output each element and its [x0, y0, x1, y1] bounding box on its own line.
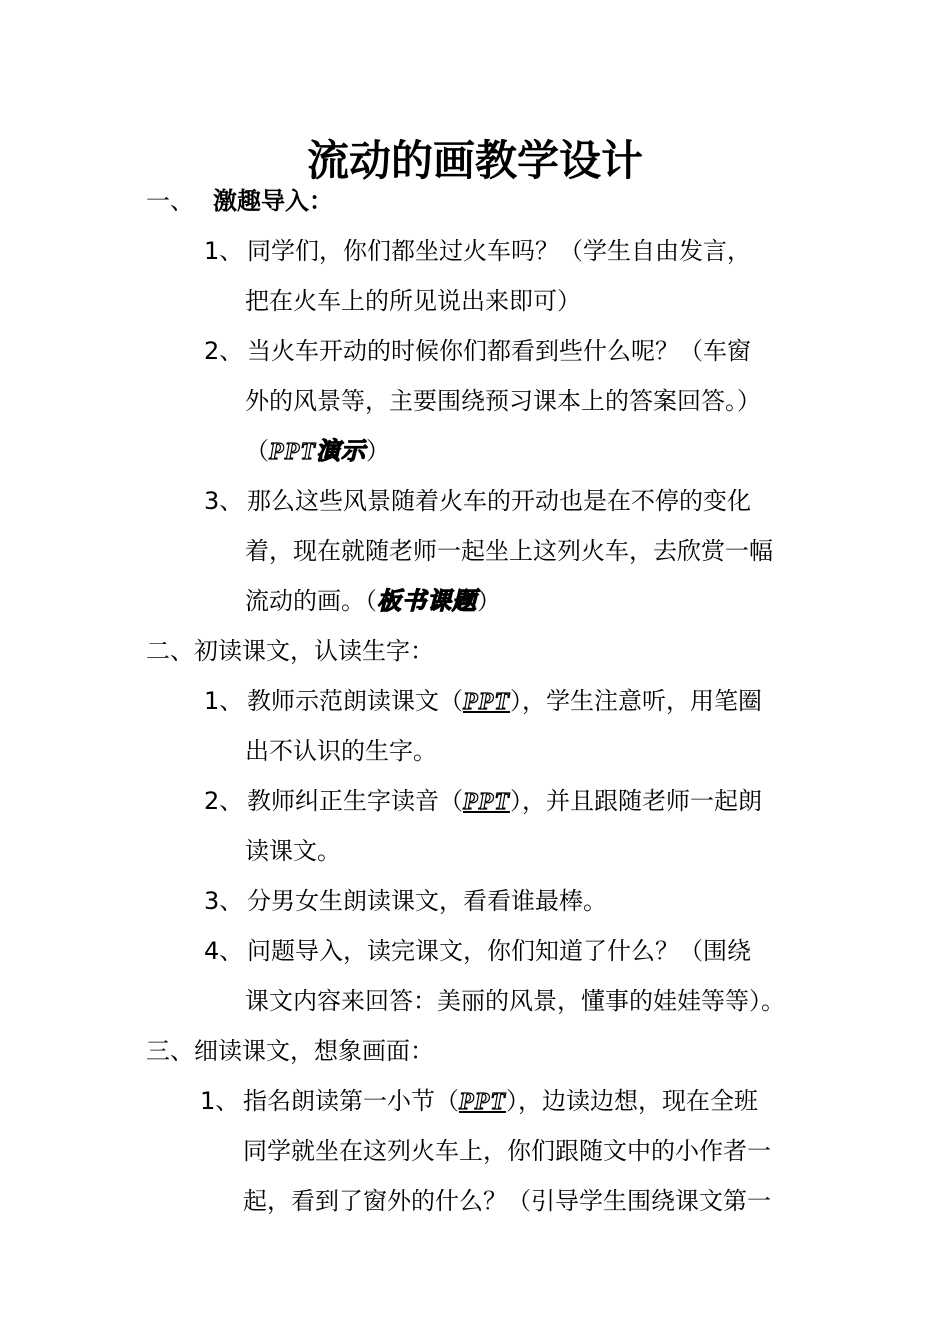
s2-item-1-number: 1、	[204, 687, 244, 715]
wordart-ppt: PPT	[463, 789, 510, 815]
line-text: 教师示范朗读课文（	[247, 687, 463, 715]
s1-item-1-number: 1、	[204, 237, 244, 265]
s2-item-2-line-2: 读课文。	[245, 837, 341, 865]
section-1-heading: 激趣导入：	[213, 187, 333, 215]
s2-item-4-number: 4、	[204, 937, 244, 965]
section-2-heading: 二、初读课文，认读生字：	[146, 637, 434, 665]
s3-item-1-line-3: 起，看到了窗外的什么？（引导学生围绕课文第一	[243, 1187, 771, 1215]
paren-close: ）	[365, 437, 390, 465]
document-title: 流动的画教学设计	[306, 136, 643, 185]
wordart-board-title: 板书课题	[377, 589, 477, 615]
s2-item-1-line-2: 出不认识的生字。	[245, 737, 437, 765]
s3-item-1-line-2: 同学就坐在这列火车上，你们跟随文中的小作者一	[243, 1137, 771, 1165]
line-text-rest: ），边读边想，现在全班	[505, 1087, 758, 1115]
line-text: 教师纠正生字读音（	[247, 787, 463, 815]
line-text: 流动的画。（	[245, 587, 377, 615]
s3-item-1-line-1	[243, 1086, 758, 1117]
s1-item-2-line-3	[245, 436, 390, 467]
s2-item-3-line-1: 分男女生朗读课文，看看谁最棒。	[247, 887, 607, 915]
s1-item-3-line-2: 着，现在就随老师一起坐上这列火车，去欣赏一幅	[245, 537, 773, 565]
paren-close: ）	[477, 587, 501, 615]
paren-open: （	[245, 437, 269, 465]
wordart-ppt: PPT	[463, 689, 510, 715]
s1-item-3-line-3	[245, 586, 501, 617]
s1-item-2-number: 2、	[204, 337, 244, 365]
wordart-ppt-demo: PPT演示	[269, 439, 366, 465]
s1-item-3-line-1: 那么这些风景随着火车的开动也是在不停的变化	[247, 487, 751, 515]
wordart-ppt: PPT	[459, 1089, 506, 1115]
s2-item-2-line-1	[247, 786, 762, 817]
s1-item-2-line-1: 当火车开动的时候你们都看到些什么呢？（车窗	[247, 337, 751, 365]
line-text-rest: ），并且跟随老师一起朗	[509, 787, 762, 815]
section-3-heading: 三、细读课文，想象画面：	[146, 1037, 434, 1065]
s2-item-4-line-2: 课文内容来回答：美丽的风景，懂事的娃娃等等）。	[245, 987, 785, 1015]
s3-item-1-number: 1、	[200, 1087, 240, 1115]
s1-item-3-number: 3、	[204, 487, 244, 515]
s1-item-2-line-2: 外的风景等，主要围绕预习课本上的答案回答。）	[245, 387, 761, 415]
section-1-number: 一、	[146, 187, 194, 215]
s1-item-1-line-2: 把在火车上的所见说出来即可）	[245, 287, 581, 315]
s2-item-4-line-1: 问题导入，读完课文，你们知道了什么？（围绕	[247, 937, 751, 965]
s1-item-1-line-1: 同学们，你们都坐过火车吗？（学生自由发言，	[247, 237, 751, 265]
line-text-rest: ），学生注意听，用笔圈	[509, 687, 762, 715]
line-text: 指名朗读第一小节（	[243, 1087, 459, 1115]
s2-item-2-number: 2、	[204, 787, 244, 815]
s2-item-1-line-1	[247, 686, 762, 717]
s2-item-3-number: 3、	[204, 887, 244, 915]
